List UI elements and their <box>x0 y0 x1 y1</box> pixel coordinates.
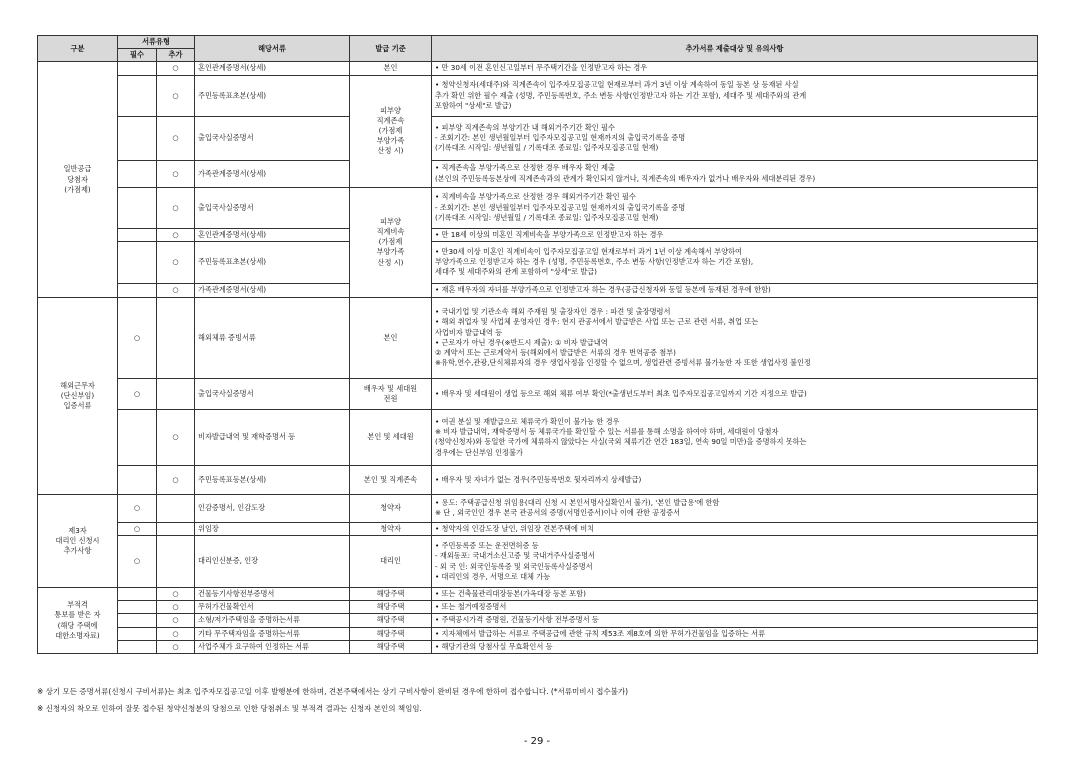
mark-additional: ○ <box>157 187 195 228</box>
group-overseas: 해외근무자 (단신부임) 입증서류 <box>38 297 118 494</box>
document-name: 무허가건물확인서 <box>195 601 350 614</box>
row-notes: • 배우자 및 자녀가 없는 경우(주민등록번호 뒷자리까지 상세발급) <box>432 465 1038 494</box>
document-name: 인감증명서, 인감도장 <box>195 494 350 522</box>
criteria-lineal-ascendant: 피부양 직계존속 (가점제 부양가족 산정 시) <box>350 75 432 187</box>
mark-required: ○ <box>118 378 157 409</box>
document-name: 위임장 <box>195 522 350 535</box>
document-name: 혼인관계증명서(상세) <box>195 62 350 75</box>
table-row <box>38 116 1038 160</box>
table-row <box>38 627 1038 640</box>
mark-required: ○ <box>118 494 157 522</box>
issue-criteria: 해당주택 <box>350 614 432 627</box>
table-row <box>38 378 1038 409</box>
document-name: 건물등기사항전부증명서 <box>195 588 350 601</box>
document-name: 대리인신분증, 인장 <box>195 536 350 588</box>
table-row <box>38 160 1038 187</box>
issue-criteria: 청약자 <box>350 522 432 535</box>
header-criteria: 발급 기준 <box>350 36 432 62</box>
issue-criteria: 해당주택 <box>350 601 432 614</box>
table-row <box>38 536 1038 588</box>
table-row <box>38 494 1038 522</box>
table-row <box>38 283 1038 297</box>
row-notes: • 주민등록증 또는 운전면허증 등 - 재외동포: 국내거소신고증 및 국내거주사실증명서 - 외 국 인: 외국인등록증 및 외국인등록사실증명서 • 대리인의 경우, 서명으로 대체 가능 <box>432 536 1038 588</box>
document-name: 출입국사실증명서 <box>195 116 350 160</box>
table-row <box>38 228 1038 241</box>
mark-additional: ○ <box>157 228 195 241</box>
mark-additional: ○ <box>157 116 195 160</box>
header-additional: 추가 <box>157 49 195 62</box>
header-document: 해당서류 <box>195 36 350 62</box>
document-name: 비자발급내역 및 재학증명서 등 <box>195 409 350 465</box>
row-notes: • 주택공시가격 증명원, 건물등기사항 전부증명서 등 <box>432 614 1038 627</box>
document-name: 주민등록표초본(상세) <box>195 241 350 283</box>
table-row <box>38 297 1038 378</box>
row-notes: • 피부양 직계존속의 부양기간 내 해외거주기간 확인 필수 - 조회기간: 본인 생년월일부터 입주자모집공고일 현재까지의 출입국기록을 증명 (기록대조 시작일: 생년월일 / 기록대조 종료일: 입주자모집공고일 현재) <box>432 116 1038 160</box>
mark-required: ○ <box>118 536 157 588</box>
row-notes: • 지자체에서 발급하는 서류로 주택공급에 관한 규칙 제53조 제8호에 의한 무허가건물임을 입증하는 서류 <box>432 627 1038 640</box>
row-notes: • 또는 철거예정증명서 <box>432 601 1038 614</box>
mark-additional: ○ <box>157 75 195 116</box>
document-name: 기타 무주택자임을 증명하는서류 <box>195 627 350 640</box>
issue-criteria: 본인 <box>350 62 432 75</box>
mark-additional: ○ <box>157 62 195 75</box>
table-row <box>38 522 1038 535</box>
mark-required: ○ <box>118 297 157 378</box>
document-name: 주민등록표초본(상세) <box>195 75 350 116</box>
required-documents-table <box>37 35 1038 654</box>
document-name: 사업주체가 요구하여 인정하는 서류 <box>195 640 350 653</box>
document-name: 출입국사실증명서 <box>195 187 350 228</box>
table-row <box>38 465 1038 494</box>
mark-additional: ○ <box>157 627 195 640</box>
mark-additional: ○ <box>157 241 195 283</box>
table-row <box>38 62 1038 75</box>
mark-additional: ○ <box>157 601 195 614</box>
table-row <box>38 187 1038 228</box>
table-row <box>38 241 1038 283</box>
row-notes: • 만 30세 이전 혼인신고일부터 무주택기간을 인정받고자 하는 경우 <box>432 62 1038 75</box>
row-notes: • 만 18세 이상의 미혼인 직계비속을 부양가족으로 인정받고자 하는 경우 <box>432 228 1038 241</box>
footnote-1: ※ 상기 모든 증명서류(신청시 구비서류)는 최초 입주자모집공고일 이후 발행분에 한하며, 견본주택에서는 상기 구비사항이 완비된 경우에 한하여 접수합니다. (*서류미비시 접수불가) <box>37 687 629 696</box>
row-notes: • 배우자 및 세대원이 생업 등으로 해외 체류 여부 확인(*출생년도부터 최초 입주자모집공고일까지 기간 지정으로 발급) <box>432 378 1038 409</box>
document-name: 혼인관계증명서(상세) <box>195 228 350 241</box>
row-notes: • 또는 건축물관리대장등본(가옥대장 등본 포함) <box>432 588 1038 601</box>
issue-criteria: 해당주택 <box>350 588 432 601</box>
mark-additional: ○ <box>157 465 195 494</box>
table-row <box>38 75 1038 116</box>
document-name: 해외체류 증빙서류 <box>195 297 350 378</box>
mark-additional: ○ <box>157 409 195 465</box>
row-notes: • 해당기관의 당첨사실 무효확인서 등 <box>432 640 1038 653</box>
issue-criteria: 청약자 <box>350 494 432 522</box>
table-row <box>38 409 1038 465</box>
table-row <box>38 614 1038 627</box>
criteria-lineal-descendant: 피부양 직계비속 (가점제 부양가족 산정 시) <box>350 187 432 297</box>
header-category: 구분 <box>38 36 118 62</box>
header-doc-type: 서류유형 <box>118 36 195 49</box>
group-general: 일반공급 당첨자 (가점제) <box>38 62 118 297</box>
mark-additional: ○ <box>157 640 195 653</box>
row-notes: • 직계비속을 부양가족으로 산정한 경우 해외거주기간 확인 필수 - 조회기간: 본인 생년월일부터 입주자모집공고일 현재까지의 출입국기록을 증명 (기록대조 시작일: 생년월일 / 기록대조 종료일: 입주자모집공고일 현재) <box>432 187 1038 228</box>
mark-additional: ○ <box>157 588 195 601</box>
row-notes: • 청약신청자(세대주)와 직계존속이 입주자모집공고일 현재로부터 과거 3년 이상 계속하여 동일 등본 상 등재된 사실 추가 확인 위한 필수 제출 (성명, 주민등록번호, 주소 변동 사항(인정받고자 하는 기간 포함), 세대주 및 세대주와의 관계 포함하여 "상세"로 발급) <box>432 75 1038 116</box>
issue-criteria: 본인 및 직계존속 <box>350 465 432 494</box>
row-notes: • 용도: 주택공급신청 위임용(대리 신청 시 본인서명사실확인서 불가), '본인 발급용'에 한함 ※ 단 , 외국인인 경우 본국 관공서의 증명(서명인증서)이나 이에 관한 공정증서 <box>432 494 1038 522</box>
mark-additional: ○ <box>157 614 195 627</box>
table-row <box>38 640 1038 653</box>
issue-criteria: 대리인 <box>350 536 432 588</box>
row-notes: • 만30세 이상 미혼인 직계비속이 입주자모집공고일 현재로부터 과거 1년 이상 계속해서 부양하여 부양가족으로 인정받고자 하는 경우 (성명, 주민등록번호, 주소 변동 사항(인정받고자 하는 기간 포함), 세대주 및 세대주와의 관계 포함하여 "상세"로 발급) <box>432 241 1038 283</box>
document-name: 주민등록표등본(상세) <box>195 465 350 494</box>
issue-criteria: 본인 <box>350 297 432 378</box>
row-notes: • 재혼 배우자의 자녀를 부양가족으로 인정받고자 하는 경우(공급신청자와 동일 등본에 등재된 경우에 한함) <box>432 283 1038 297</box>
document-name: 소형/저가주택임을 증명하는서류 <box>195 614 350 627</box>
mark-additional: ○ <box>157 283 195 297</box>
group-ineligible: 부적격 통보를 받은 자 (해당 주택에 대한소명자료) <box>38 588 118 654</box>
mark-additional: ○ <box>157 160 195 187</box>
issue-criteria: 배우자 및 세대원 전원 <box>350 378 432 409</box>
footnote-2: ※ 신청자의 착오로 인하여 잘못 접수된 청약신청분의 당첨으로 인한 당첨취소 및 부적격 결과는 신청자 본인의 책임임. <box>37 704 422 713</box>
document-name: 가족관계증명서(상세) <box>195 160 350 187</box>
table-row <box>38 588 1038 601</box>
issue-criteria: 해당주택 <box>350 627 432 640</box>
row-notes: • 청약자의 인감도장 날인, 위임장 견본주택에 비치 <box>432 522 1038 535</box>
table-row <box>38 601 1038 614</box>
header-notes: 추가서류 제출대상 및 유의사항 <box>432 36 1038 62</box>
row-notes: • 직계존속을 부양가족으로 산정한 경우 배우자 확인 제출 (본인의 주민등록등본상에 직계존속과의 관계가 확인되지 않거나, 직계존속의 배우자가 없거나 배우자와 세대분리된 경우) <box>432 160 1038 187</box>
mark-required: ○ <box>118 522 157 535</box>
header-required: 필수 <box>118 49 157 62</box>
row-notes: • 국내기업 및 기관소속 해외 주재원 및 출장자인 경우 : 파견 및 출장명령서 • 해외 취업자 및 사업체 운영자인 경우: 현지 관공서에서 발급받은 사업 또는 근로 관련 서류, 취업 또는 사업비자 발급내역 등 • 근로자가 아닌 경우(※반드시 제출): ① 비자 발급내역 ② 계약서 또는 근로계약서 등(해외에서 발급받은 서류의 경우 번역공증 첨부) ※유학,연수,관광,단식체류자의 경우 생업사정을 인정할 수 없으며, 생업관련 증빙서류 불가능한 자 또한 생업사정 불인정 <box>432 297 1038 378</box>
document-name: 가족관계증명서(상세) <box>195 283 350 297</box>
issue-criteria: 본인 및 세대원 <box>350 409 432 465</box>
group-third-party: 제3자 대리인 신청시 추가사항 <box>38 494 118 587</box>
document-name: 출입국사실증명서 <box>195 378 350 409</box>
page-number: - 29 - <box>523 736 551 747</box>
issue-criteria: 해당주택 <box>350 640 432 653</box>
row-notes: • 여권 분실 및 재발급으로 체류국가 확인이 불가능 한 경우 ※ 비자 발급내역, 재학증명서 등 체류국가를 확인할 수 있는 서류를 통해 소명을 하여야 하며, 세대원이 당첨자 (청약신청자)와 동일한 국가에 체류하지 않았다는 사실(국외 체류기간 연간 183일, 연속 90일 미만)을 증명하지 못하는 경우에는 단신부임 인정불가 <box>432 409 1038 465</box>
